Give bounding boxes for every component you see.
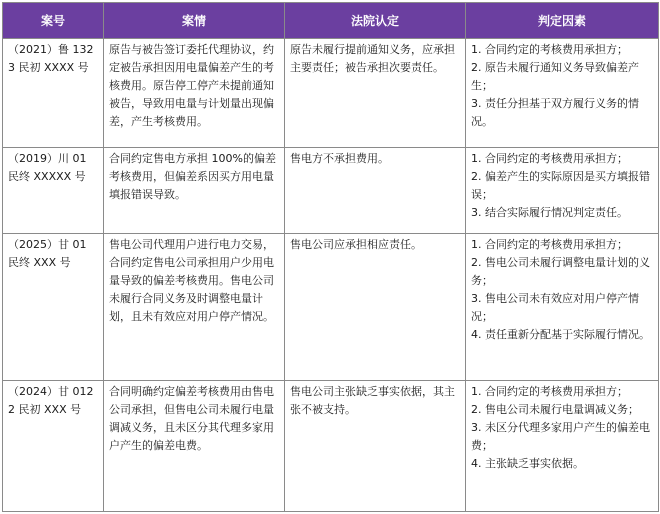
factor-item: 2. 售电公司未履行电量调减义务； [471, 403, 639, 417]
factor-item: 1. 合同约定的考核费用承担方； [471, 151, 628, 165]
facts-cell: 合同明确约定偏差考核费用由售电公司承担，但售电公司未履行电量调减义务，且未区分其代理多家用户产生的偏差电费。 [104, 381, 285, 512]
factor-item: 2. 原告未履行通知义务导致偏差产生； [471, 61, 639, 92]
case-table [2, 2, 659, 512]
factors-cell [466, 147, 659, 234]
facts-cell: 原告与被告签订委托代理协议，约定被告承担因用电量偏差产生的考核费用。原告停工停产未提前通知被告，导致用电量与计划量出现偏差，产生考核费用。 [104, 39, 285, 148]
ruling-cell: 售电公司应承担相应责任。 [285, 234, 466, 381]
factors-cell [466, 381, 659, 512]
factors-cell [466, 234, 659, 381]
table-row [3, 39, 659, 148]
factor-item: 3. 未区分代理多家用户产生的偏差电费； [471, 421, 650, 453]
factor-item: 3. 结合实际履行情况判定责任。 [471, 205, 628, 219]
factor-item: 1. 合同约定的考核费用承担方； [471, 238, 628, 252]
factor-item: 4. 主张缺乏事实依据。 [471, 457, 584, 471]
case-number-cell: （2021）鲁 1323 民初 XXXX 号 [3, 39, 104, 148]
header-factors: 判定因素 [466, 3, 659, 39]
ruling-cell: 售电方不承担费用。 [285, 147, 466, 234]
factor-item: 3. 售电公司未有效应对用户停产情况； [471, 292, 639, 324]
facts-cell: 合同约定售电方承担 100%的偏差考核费用，但偏差系因买方用电量填报错误导致。 [104, 147, 285, 234]
factor-item: 4. 责任重新分配基于实际履行情况。 [471, 328, 650, 342]
header-case-no: 案号 [3, 3, 104, 39]
table-row [3, 234, 659, 381]
factors-cell [466, 39, 659, 148]
factor-item: 1. 合同约定的考核费用承担方； [471, 43, 628, 56]
table-row [3, 147, 659, 234]
case-number-cell: （2024）甘 0122 民初 XXX 号 [3, 381, 104, 512]
factor-item: 1. 合同约定的考核费用承担方； [471, 385, 628, 399]
case-number-cell: （2019）川 01 民终 XXXXX 号 [3, 147, 104, 234]
header-facts: 案情 [104, 3, 285, 39]
factor-item: 3. 责任分担基于双方履行义务的情况。 [471, 97, 639, 128]
table-header-row [3, 3, 659, 39]
factor-item: 2. 售电公司未履行调整电量计划的义务； [471, 256, 650, 288]
ruling-cell: 原告未履行提前通知义务，应承担主要责任；被告承担次要责任。 [285, 39, 466, 148]
table-row [3, 381, 659, 512]
case-number-cell: （2025）甘 01 民终 XXX 号 [3, 234, 104, 381]
facts-cell: 售电公司代理用户进行电力交易，合同约定售电公司承担用户少用电量导致的偏差考核费用。售电公司未履行合同义务及时调整电量计划，且未有效应对用户停产情况。 [104, 234, 285, 381]
factor-item: 2. 偏差产生的实际原因是买方填报错误； [471, 169, 650, 201]
ruling-cell: 售电公司主张缺乏事实依据，其主张不被支持。 [285, 381, 466, 512]
header-ruling: 法院认定 [285, 3, 466, 39]
